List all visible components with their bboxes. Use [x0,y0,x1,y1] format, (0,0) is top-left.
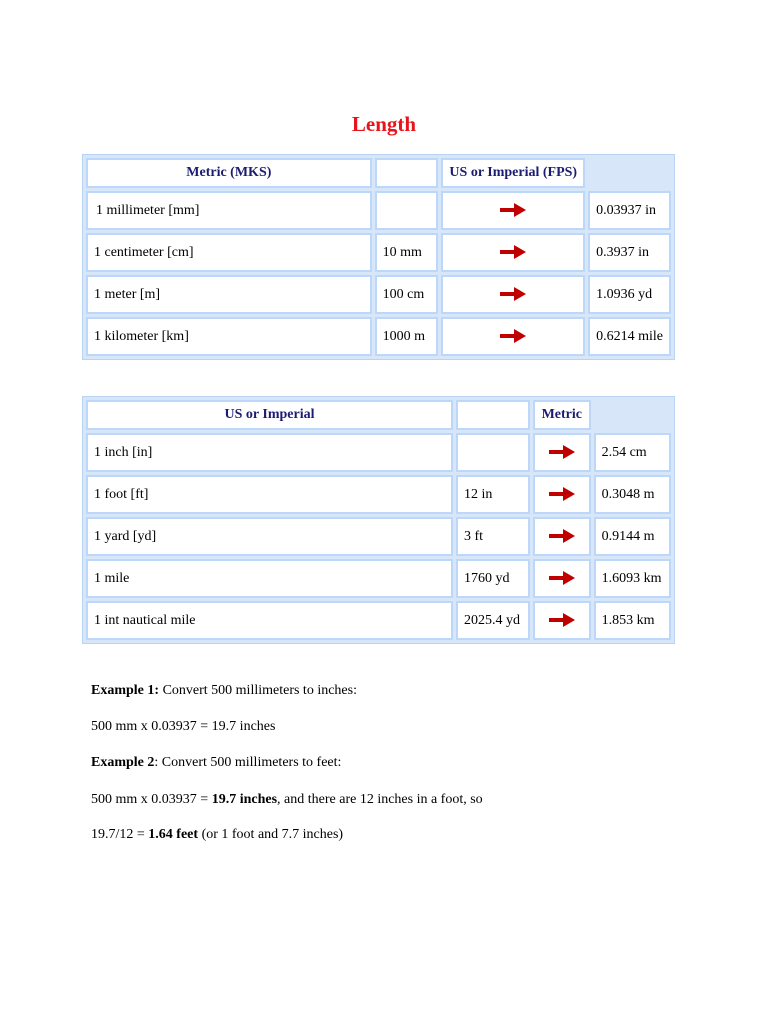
equivalent-cell: 10 mm [375,233,439,272]
converted-value-cell: 2.54 cm [594,433,671,472]
unit-cell [86,191,372,230]
red-right-arrow-icon [500,203,526,217]
arrow-cell [441,275,585,314]
table-header-row [86,158,671,188]
arrow-cell [533,559,591,598]
header-us-imperial: US or Imperial [86,400,453,430]
result-bold: 1.64 feet [148,827,199,842]
header-metric: Metric [533,400,591,430]
converted-value-cell: 1.0936 yd [588,275,671,314]
red-right-arrow-icon [500,329,526,343]
unit-cell: 1 centimeter [cm] [86,233,372,272]
result-text: 19.7/12 = [91,827,149,842]
equivalent-cell: 1760 yd [456,559,530,598]
red-right-arrow-icon [500,287,526,301]
table-row [86,317,671,356]
unit-label: 1 inch [in] [94,444,153,460]
unit-cell: 1 kilometer [km] [86,317,372,356]
table-header-row [86,400,671,430]
unit-cell: 1 mile [86,559,453,598]
unit-label: 1 millimeter [mm] [96,202,200,218]
equivalent-cell: 12 in [456,475,530,514]
red-right-arrow-icon [549,571,575,585]
equivalent-cell [375,191,439,230]
header-blank [375,158,439,188]
calc-result-bold: 19.7 inches [211,792,278,807]
equivalent-cell: 2025.4 yd [456,601,530,640]
red-right-arrow-icon [549,613,575,627]
unit-cell: 1 foot [ft] [86,475,453,514]
converted-value-cell: 1.6093 km [594,559,671,598]
red-right-arrow-icon [549,487,575,501]
metric-to-us-table [82,154,675,360]
calc-text: , and there are 12 inches in a foot, so [277,792,483,807]
converted-value-cell: 0.3937 in [588,233,671,272]
table-row [86,475,671,514]
example-1-text: Convert 500 millimeters to inches: [159,683,357,698]
table-row [86,601,671,640]
table-row [86,559,671,598]
us-to-metric-table [82,396,675,644]
example-2-result [91,827,343,843]
arrow-cell [533,517,591,556]
converted-value-cell: 0.9144 m [594,517,671,556]
example-2-calculation [91,792,483,808]
arrow-cell [441,317,585,356]
calc-text: 500 mm x 0.03937 = [91,792,212,807]
table-row [86,517,671,556]
header-metric: Metric (MKS) [86,158,372,188]
example-1-calculation: 500 mm x 0.03937 = 19.7 inches [91,719,276,734]
equivalent-cell [456,433,530,472]
example-2-text: : Convert 500 millimeters to feet: [154,755,342,770]
header-us-imperial-fps: US or Imperial (FPS) [441,158,585,188]
arrow-cell [533,601,591,640]
table-row [86,233,671,272]
arrow-cell [441,233,585,272]
unit-cell: 1 yard [yd] [86,517,453,556]
example-1-label: Example 1: [91,683,160,698]
red-right-arrow-icon [549,529,575,543]
table-row [86,275,671,314]
unit-cell: 1 int nautical mile [86,601,453,640]
red-right-arrow-icon [549,445,575,459]
table-row [86,191,671,230]
header-blank [456,400,530,430]
result-text: (or 1 foot and 7.7 inches) [198,827,344,842]
example-2-label: Example 2 [91,755,155,770]
table-row [86,433,671,472]
example-2-line [91,755,341,771]
arrow-cell [441,191,585,230]
red-right-arrow-icon [500,245,526,259]
converted-value-cell: 0.03937 in [588,191,671,230]
unit-cell [86,433,453,472]
arrow-cell [533,433,591,472]
page-title: Length [351,112,417,136]
equivalent-cell: 100 cm [375,275,439,314]
equivalent-cell: 1000 m [375,317,439,356]
converted-value-cell: 0.6214 mile [588,317,671,356]
converted-value-cell: 0.3048 m [594,475,671,514]
example-1-line [91,683,357,699]
converted-value-cell: 1.853 km [594,601,671,640]
unit-cell: 1 meter [m] [86,275,372,314]
arrow-cell [533,475,591,514]
equivalent-cell: 3 ft [456,517,530,556]
